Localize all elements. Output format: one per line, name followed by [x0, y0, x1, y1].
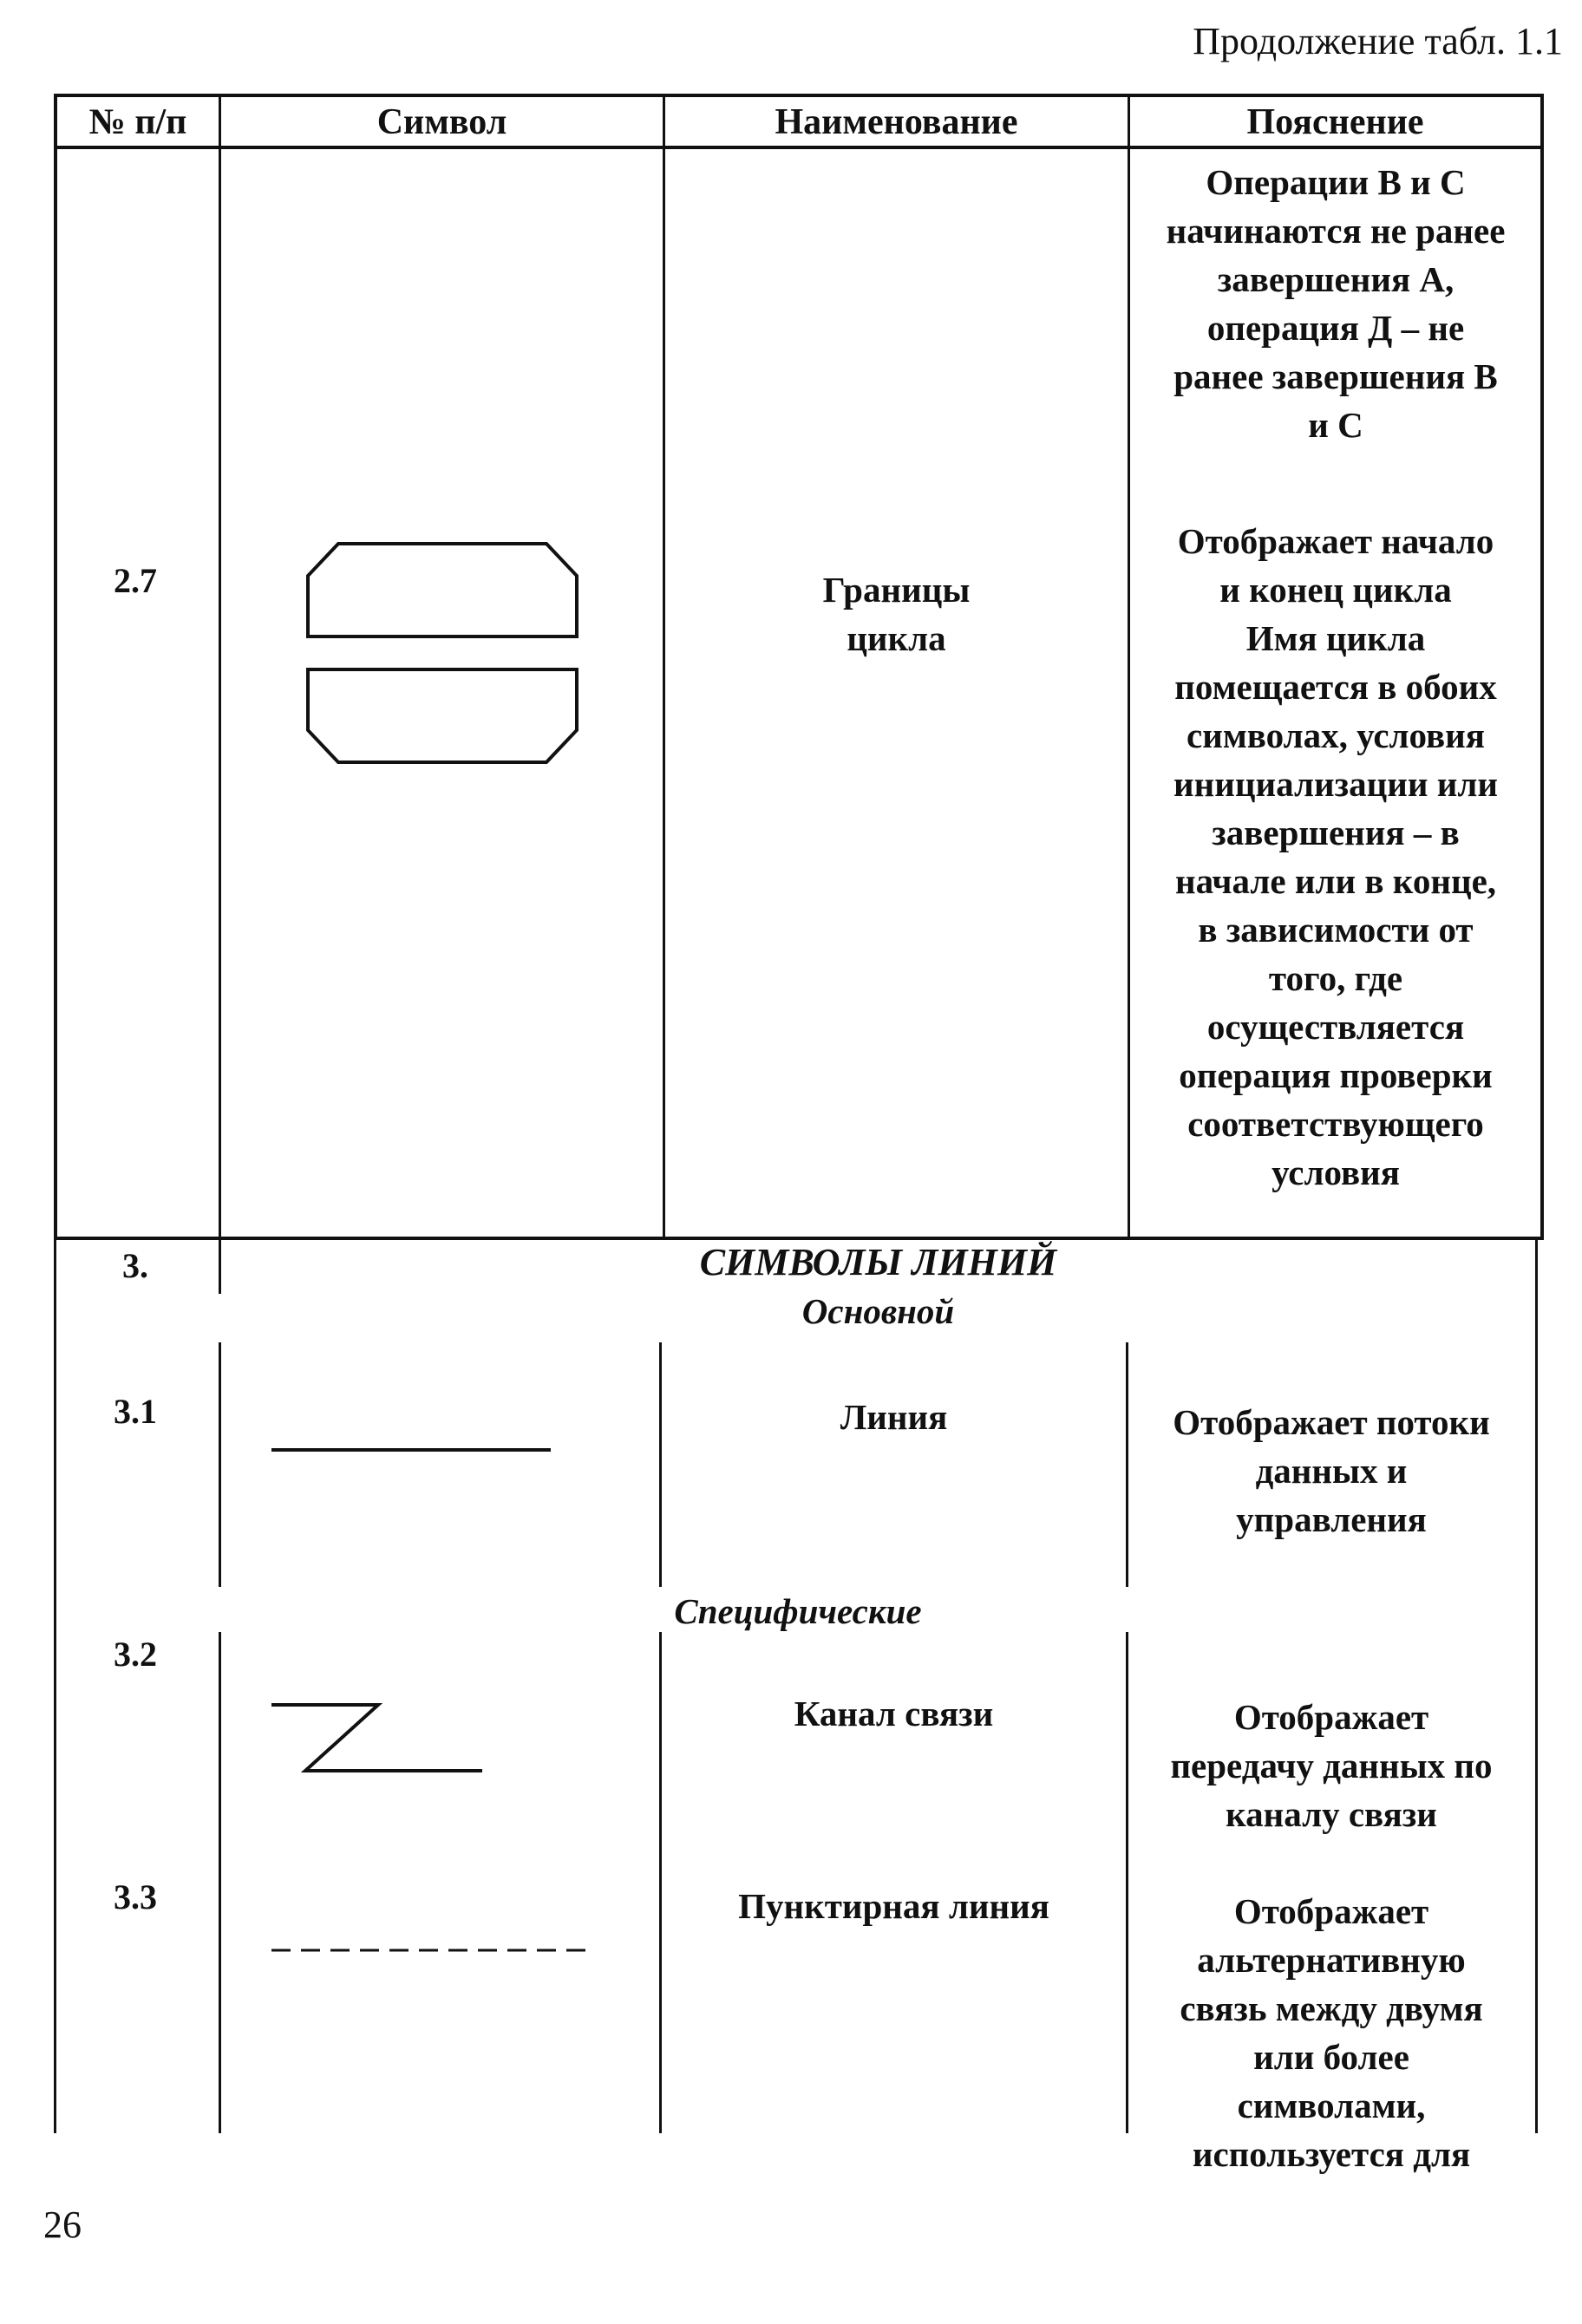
line-symbol — [269, 1446, 555, 1455]
loop-start-shape — [308, 544, 577, 636]
communication-channel-symbol — [269, 1700, 494, 1778]
row-3-1-expl-line: управления — [1236, 1499, 1427, 1539]
prev-expl-line: ранее завершения В — [1173, 356, 1498, 396]
row-3-3-name: Пунктирная линия — [738, 1886, 1049, 1926]
header-name: Наименование — [775, 102, 1018, 142]
section-3-subtitle-specific: Специфические — [674, 1591, 922, 1631]
row-2-7-expl-line: осуществляется — [1206, 1007, 1465, 1047]
section-3-subtitle-basic: Основной — [801, 1291, 955, 1331]
s3-right-border-a — [1535, 1238, 1538, 2133]
row-3-3-expl-line: или более — [1253, 2037, 1409, 2077]
row-3-3-number: 3.3 — [114, 1877, 157, 1916]
row-3-2-name: Канал связи — [794, 1694, 994, 1733]
page-number: 26 — [43, 2203, 82, 2246]
prev-expl-line: начинаются не ранее — [1166, 211, 1506, 251]
row-3-2-number: 3.2 — [114, 1635, 157, 1674]
prev-expl-line: и С — [1308, 405, 1363, 445]
header-number: № п/п — [88, 102, 187, 142]
row-3-2-expl-line: передачу данных по — [1170, 1746, 1493, 1785]
row-2-7-name-line: цикла — [847, 618, 946, 658]
row-3-3-explanation — [1128, 1887, 1535, 2178]
table-left-border — [54, 94, 57, 1240]
prev-expl-line: Операции В и С — [1206, 162, 1466, 202]
section-3-title: СИМВОЛЫ ЛИНИЙ — [699, 1241, 1057, 1283]
col-divider-1 — [219, 94, 221, 1240]
row-2-7-name-line: Границы — [822, 570, 971, 610]
row-2-7-expl-line: в зависимости от — [1198, 910, 1474, 950]
row-3-1-explanation — [1128, 1398, 1535, 1544]
row-3-2-explanation — [1128, 1693, 1535, 1838]
dashed-line-symbol — [269, 1946, 590, 1955]
loop-end-shape — [308, 669, 577, 762]
row-3-3-expl-line: Отображает — [1233, 1891, 1429, 1931]
row-2-7-expl-line: символах, условия — [1186, 715, 1485, 755]
header-explanation: Пояснение — [1246, 102, 1424, 142]
row-3-3-expl-line: связь между двумя — [1180, 1988, 1483, 2028]
row-2-7-expl-line: операция проверки — [1179, 1055, 1493, 1095]
row-3-3-expl-line: символами, — [1237, 2086, 1426, 2125]
section-3-number: 3. — [122, 1246, 148, 1285]
row-2-7-number: 2.7 — [114, 561, 157, 600]
row-3-1-name: Линия — [840, 1397, 948, 1437]
row-3-1-number: 3.1 — [114, 1392, 157, 1431]
row-2-7-expl-line: того, где — [1268, 958, 1403, 998]
table-continuation-caption: Продолжение табл. 1.1 — [1193, 20, 1563, 62]
row-2-7-expl-line: условия — [1271, 1152, 1400, 1192]
s3-2-col-divider-1 — [219, 1632, 221, 2133]
s3-1-col-divider-2 — [659, 1342, 662, 1587]
header-symbol: Символ — [376, 102, 507, 142]
row-3-2-expl-line: каналу связи — [1226, 1794, 1437, 1834]
row-3-1-expl-line: Отображает потоки — [1173, 1402, 1490, 1442]
prev-expl-line: завершения А, — [1217, 259, 1455, 299]
row-2-7-name — [665, 565, 1128, 663]
s3-left-border — [54, 1238, 56, 2133]
row-3-1-expl-line: данных и — [1255, 1451, 1408, 1491]
prev-expl-line: операция Д – не — [1206, 308, 1465, 348]
row-2-7-expl-line: и конец цикла — [1219, 570, 1452, 610]
loop-boundary-symbol — [304, 538, 581, 772]
row-3-3-expl-line: используется для — [1192, 2134, 1471, 2174]
row-2-7-explanation — [1128, 517, 1544, 1197]
row-2-7-expl-line: завершения – в — [1212, 813, 1460, 852]
row-2-7-expl-line: соответствующего — [1187, 1104, 1484, 1144]
row-2-7-expl-line: помещается в обоих — [1174, 667, 1497, 707]
row-2-7-expl-line: Имя цикла — [1245, 618, 1426, 658]
s3-1-col-divider-1 — [219, 1342, 221, 1587]
row-2-7-expl-line: Отображает начало — [1177, 521, 1494, 561]
col-divider-2 — [663, 94, 665, 1240]
row-3-3-expl-line: альтернативную — [1197, 1940, 1466, 1980]
row-3-2-expl-line: Отображает — [1233, 1697, 1429, 1737]
row-2-7-expl-line: инициализации или — [1173, 764, 1498, 804]
prev-row-explanation — [1128, 158, 1544, 449]
row-2-7-expl-line: начале или в конце, — [1174, 861, 1497, 901]
